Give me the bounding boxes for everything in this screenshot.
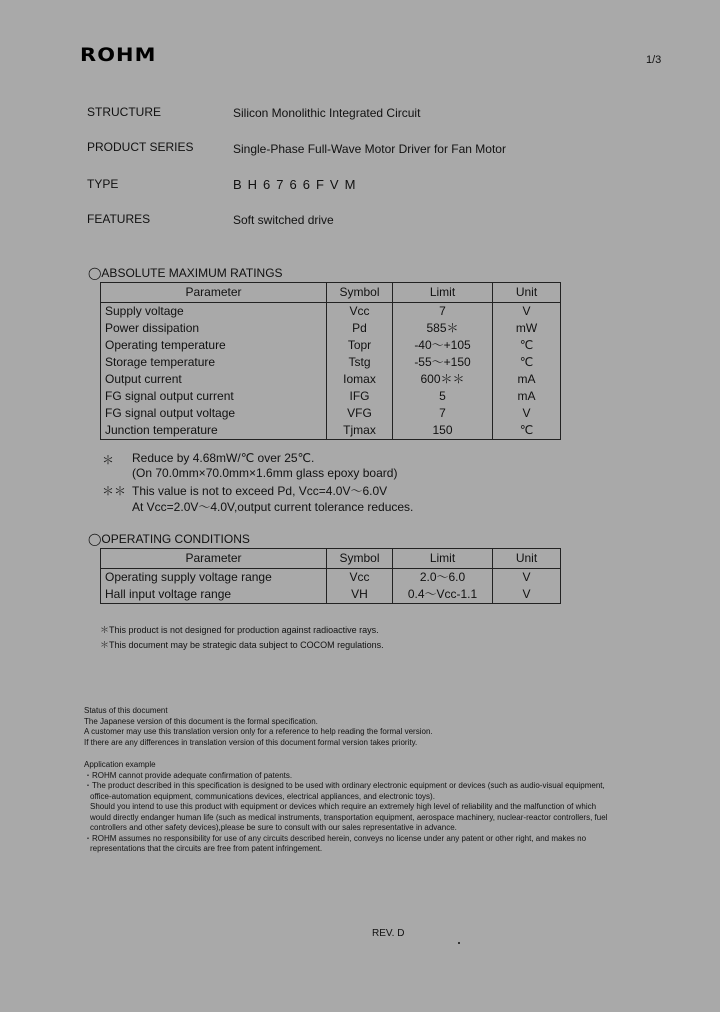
cell-symbol: Vcc — [327, 303, 393, 321]
cell-parameter: FG signal output current — [101, 388, 327, 405]
table-header-row — [101, 549, 561, 569]
cell-symbol: VH — [327, 586, 393, 604]
cell-parameter: FG signal output voltage — [101, 405, 327, 422]
table-row — [101, 586, 561, 604]
cell-symbol: Topr — [327, 337, 393, 354]
cell-symbol: Pd — [327, 320, 393, 337]
disclaimer-cocom: ＊This document may be strategic data subject to COCOM regulations. — [100, 640, 384, 650]
abs-max-title: ◯ABSOLUTE MAXIMUM RATINGS — [88, 266, 283, 280]
cell-unit: V — [493, 303, 561, 321]
status-line: The Japanese version of this document is the formal specification. — [84, 716, 318, 726]
cell-unit: ℃ — [493, 354, 561, 371]
application-block — [84, 760, 684, 855]
op-cond-title: ◯OPERATING CONDITIONS — [88, 532, 250, 546]
header-unit: Unit — [493, 549, 561, 569]
cell-parameter: Storage temperature — [101, 354, 327, 371]
cell-symbol: Iomax — [327, 371, 393, 388]
cell-symbol: IFG — [327, 388, 393, 405]
disclaimer-radioactive: ＊This product is not designed for production against radioactive rays. — [100, 625, 379, 635]
application-line: ・The product described in this specification is designed to be used with ordinary electronic equipment or devices (such as audio-visual equipment, — [84, 781, 605, 790]
cell-parameter: Operating supply voltage range — [101, 569, 327, 587]
cell-symbol: Tjmax — [327, 422, 393, 440]
cell-parameter: Output current — [101, 371, 327, 388]
application-line: Should you intend to use this product with equipment or devices which require an extremely high level of reliability and the malfunction of which — [90, 802, 597, 811]
status-title: Status of this document — [84, 706, 168, 715]
note-2-line-1: This value is not to exceed Pd, Vcc=4.0V～6.0V — [132, 484, 388, 498]
product-series-label: PRODUCT SERIES — [87, 140, 194, 154]
features-label: FEATURES — [87, 212, 151, 226]
cell-symbol: VFG — [327, 405, 393, 422]
cell-unit: mA — [493, 388, 561, 405]
abs-max-table — [100, 282, 561, 440]
type-label: TYPE — [87, 177, 119, 191]
note-1-line-1: Reduce by 4.68mW/℃ over 25℃. — [132, 451, 315, 465]
product-series-value: Single-Phase Full-Wave Motor Driver for Fan Motor — [233, 142, 506, 156]
table-row — [101, 354, 561, 371]
table-header-row — [101, 283, 561, 303]
cell-limit: 2.0～6.0 — [393, 569, 493, 587]
structure-label: STRUCTURE — [87, 105, 161, 119]
cell-unit: ℃ — [493, 422, 561, 440]
status-line: A customer may use this translation version only for a reference to help reading the formal version. — [84, 727, 433, 736]
table-row — [101, 388, 561, 405]
table-row — [101, 405, 561, 422]
cell-parameter: Junction temperature — [101, 422, 327, 440]
application-line: ・ROHM cannot provide adequate confirmation of patents. — [84, 770, 293, 780]
features-value: Soft switched drive — [233, 213, 334, 227]
type-value: BH6766FVM — [233, 177, 362, 192]
cell-unit: V — [493, 569, 561, 587]
header-symbol: Symbol — [327, 549, 393, 569]
cell-symbol: Tstg — [327, 354, 393, 371]
cell-limit: 7 — [393, 303, 493, 321]
op-cond-table — [100, 548, 561, 604]
application-line: ・ROHM assumes no responsibility for use of any circuits described herein, conveys no license under any patent or other right, and makes no — [84, 833, 587, 843]
status-line: If there are any differences in translation version of this document formal version takes priority. — [84, 737, 418, 747]
application-line: controllers and other safety devices),please be sure to consult with our sales representative in advance. — [90, 823, 457, 832]
cell-limit: 600＊＊ — [393, 371, 493, 388]
cell-limit: -55～+150 — [393, 354, 493, 371]
application-title: Application example — [84, 760, 156, 769]
cell-parameter: Hall input voltage range — [101, 586, 327, 604]
cell-limit: 585＊ — [393, 320, 493, 337]
cell-parameter: Supply voltage — [101, 303, 327, 321]
application-line: office-automation equipment, communications devices, electrical appliances, and electronic toys). — [90, 791, 435, 801]
page-number: 1/3 — [646, 54, 662, 66]
header-limit: Limit — [393, 283, 493, 303]
cell-unit: V — [493, 586, 561, 604]
speck — [458, 942, 460, 944]
cell-unit: ℃ — [493, 337, 561, 354]
rohm-logo: ROHM — [80, 44, 157, 66]
note-mark-2: ＊＊ — [102, 484, 127, 498]
header-parameter: Parameter — [101, 549, 327, 569]
application-line: representations that the circuits are free from patent infringement. — [90, 844, 323, 853]
header-parameter: Parameter — [101, 283, 327, 303]
cell-symbol: Vcc — [327, 569, 393, 587]
cell-limit: 7 — [393, 405, 493, 422]
cell-parameter: Power dissipation — [101, 320, 327, 337]
cell-limit: 5 — [393, 388, 493, 405]
cell-limit: 150 — [393, 422, 493, 440]
header-unit: Unit — [493, 283, 561, 303]
cell-unit: mW — [493, 320, 561, 337]
table-row — [101, 569, 561, 587]
application-line: would directly endanger human life (such as medical instruments, transportation equipment, aerospace machinery, nuclear-reactor controllers, fuel — [90, 812, 608, 822]
header-symbol: Symbol — [327, 283, 393, 303]
status-block — [84, 706, 684, 748]
table-row — [101, 337, 561, 354]
cell-limit: 0.4～Vcc-1.1 — [393, 586, 493, 604]
table-row — [101, 320, 561, 337]
table-row — [101, 371, 561, 388]
note-mark-1: ＊ — [102, 453, 115, 467]
structure-value: Silicon Monolithic Integrated Circuit — [233, 106, 421, 120]
table-row — [101, 422, 561, 440]
cell-limit: -40～+105 — [393, 337, 493, 354]
cell-unit: V — [493, 405, 561, 422]
table-row — [101, 303, 561, 321]
cell-unit: mA — [493, 371, 561, 388]
note-1-line-2: (On 70.0mm×70.0mm×1.6mm glass epoxy board) — [132, 466, 398, 480]
cell-parameter: Operating temperature — [101, 337, 327, 354]
header-limit: Limit — [393, 549, 493, 569]
note-2-line-2: At Vcc=2.0V～4.0V,output current tolerance reduces. — [132, 500, 414, 514]
revision-label: REV. D — [372, 928, 405, 939]
